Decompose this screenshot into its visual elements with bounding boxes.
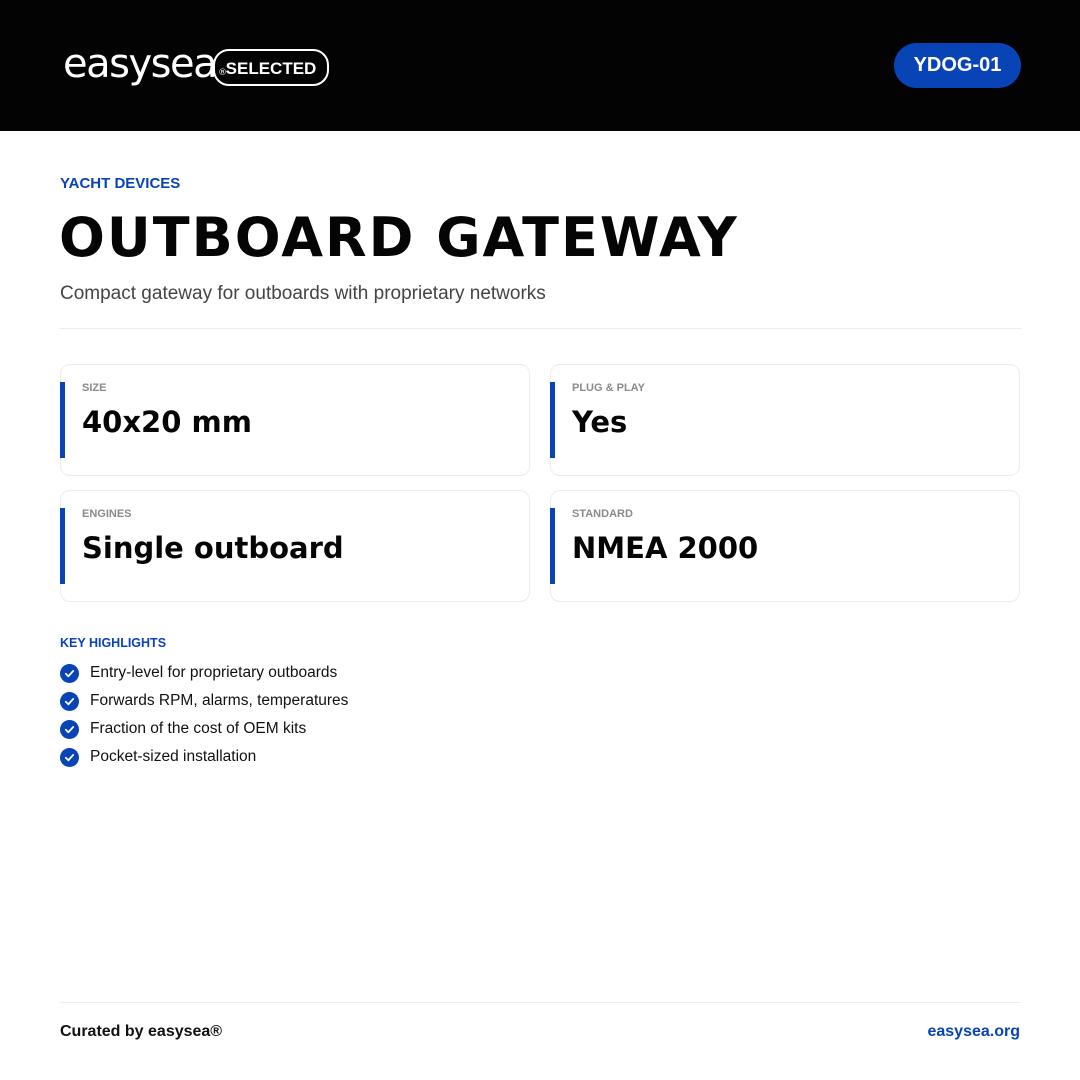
spec-label: ENGINES [82, 508, 132, 520]
check-circle-icon [60, 664, 79, 683]
spec-label: PLUG & PLAY [572, 382, 645, 394]
highlight-text: Entry-level for proprietary outboards [90, 664, 338, 681]
divider-footer [60, 1002, 1021, 1003]
curated-by-text: Curated by easysea® [60, 1023, 223, 1040]
check-circle-icon [60, 748, 79, 767]
check-circle-icon [60, 720, 79, 739]
highlight-item [60, 690, 348, 712]
accent-bar [550, 508, 555, 584]
check-circle-icon [60, 692, 79, 711]
spec-value: Yes [572, 405, 628, 439]
accent-bar [60, 508, 65, 584]
spec-card-size [60, 364, 530, 476]
spec-value: Single outboard [82, 531, 344, 565]
accent-bar [550, 382, 555, 458]
spec-label: STANDARD [572, 508, 633, 520]
spec-card-plug-and-play [550, 364, 1020, 476]
website-link[interactable]: easysea.org [927, 1023, 1020, 1040]
divider-top [60, 328, 1021, 329]
highlight-text: Pocket-sized installation [90, 748, 257, 765]
product-code-badge: YDOG-01 [894, 43, 1021, 88]
highlight-text: Forwards RPM, alarms, temperatures [90, 692, 349, 709]
spec-card-engines [60, 490, 530, 602]
highlight-text: Fraction of the cost of OEM kits [90, 720, 307, 737]
highlight-item [60, 746, 256, 768]
easysea-logo [63, 40, 227, 97]
highlights-heading: KEY HIGHLIGHTS [60, 636, 167, 650]
product-subtitle: Compact gateway for outboards with proprietary networks [60, 283, 546, 304]
spec-value: 40x20 mm [82, 405, 252, 439]
highlight-item [60, 718, 306, 740]
logo-registered-mark: ® [218, 68, 228, 78]
product-title: OUTBOARD GATEWAY [59, 206, 739, 269]
highlight-item [60, 662, 337, 684]
header-bar [0, 0, 1080, 131]
spec-label: SIZE [82, 382, 107, 394]
accent-bar [60, 382, 65, 458]
logo-text: easysea [63, 41, 217, 87]
product-category: YACHT DEVICES [60, 175, 181, 192]
spec-card-standard [550, 490, 1020, 602]
selected-badge: SELECTED [213, 49, 329, 86]
spec-value: NMEA 2000 [572, 531, 759, 565]
